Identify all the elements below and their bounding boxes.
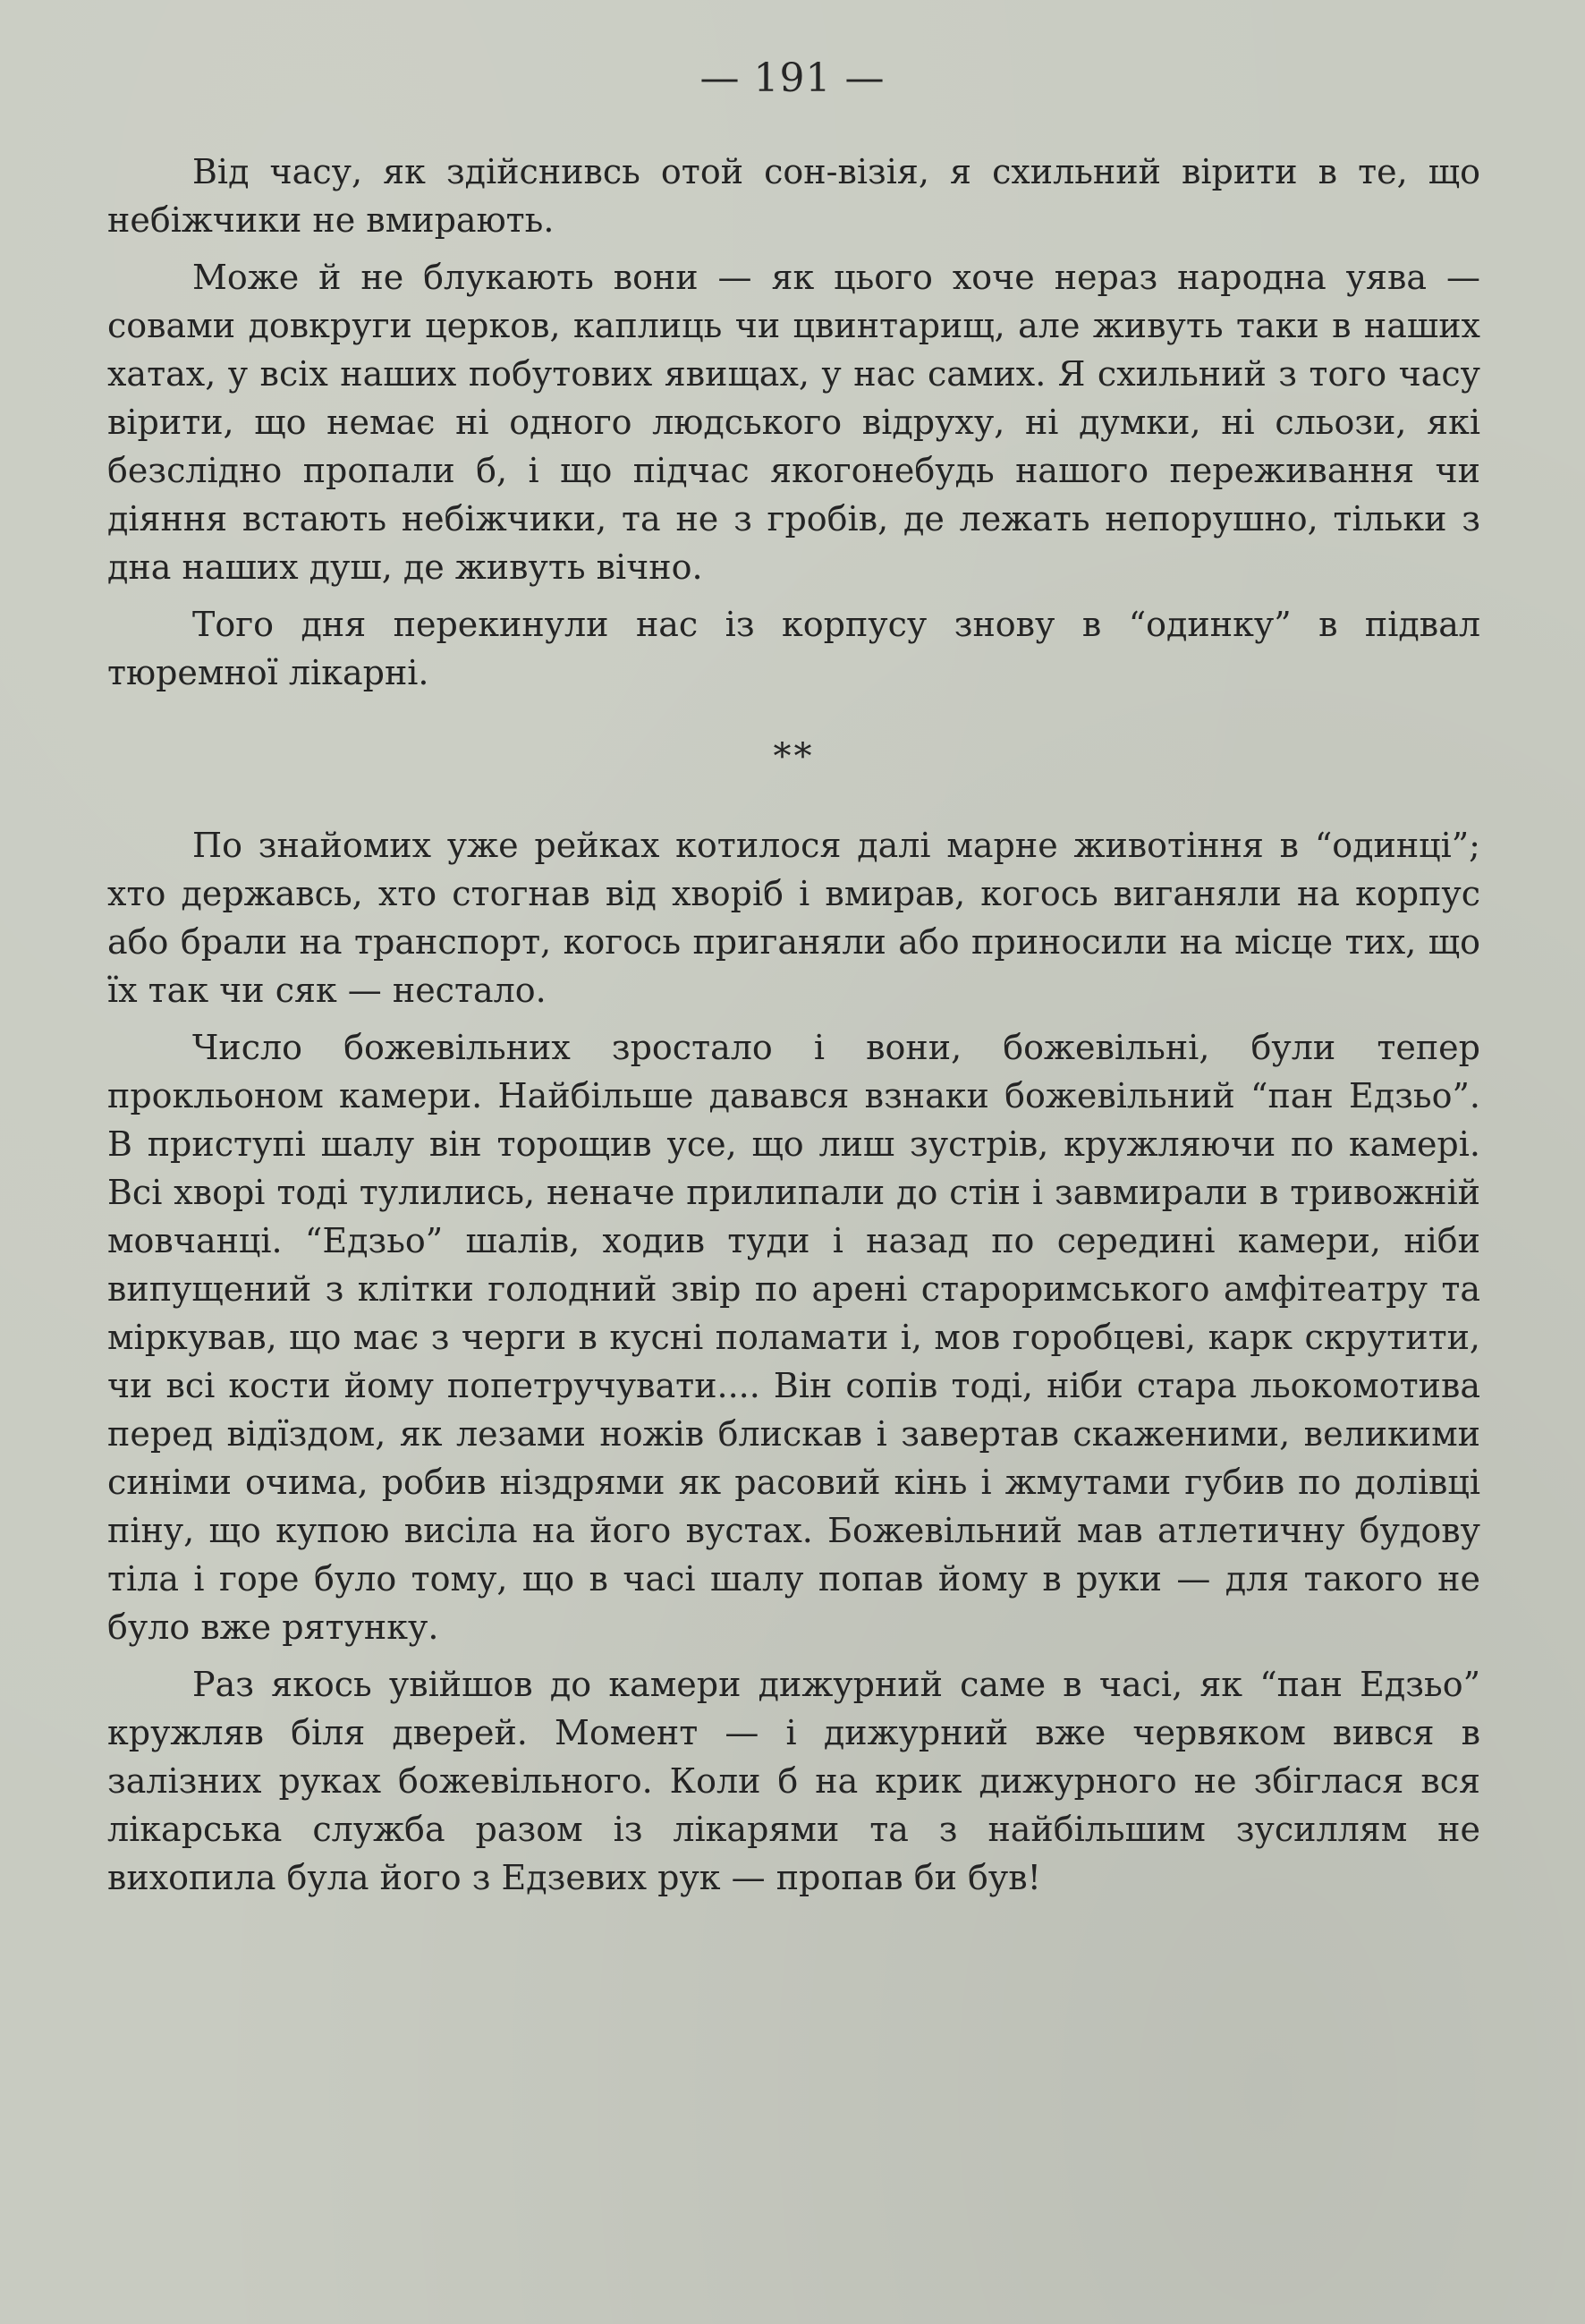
paragraph-3: Того дня перекинули нас із корпусу знову в “одинку” в підвал тюремної лікарні. [107,605,1480,692]
page-number: — 191 — [699,55,886,101]
paragraph-1: Від часу, як здійснивсь отой сон-візія, я схильний вірити в те, що небіжчики не вмирають. [107,152,1480,240]
paragraph-6: Раз якось увійшов до камери дижурний саме в часі, як “пан Едзьо” кружляв біля дверей. Момент — і дижурний вже червяком вився в залізних руках божевільного. Коли б на крик дижурного не збіглася вся лікарська служба разом із лікарями та з найбільшим зусиллям не вихопила була його з Едзевих рук — пропав би був! [107,1665,1480,1897]
paragraph-2: Може й не блукають вони — як цього хоче нераз народна уява — совами довкруги церков, каплиць чи цвинтарищ, але живуть таки в наших хатах, у всіх наших побутових явищах, у нас самих. Я схильний з того часу вірити, що немає ні одного людського відруху, ні думки, ні сльози, які безслідно пропали б, і що підчас якогонебудь нашого переживання чи діяння встають небіжчики, та не з гробів, де лежать непорушно, тільки з дна наших душ, де живуть вічно. [107,258,1480,587]
page-body [107,148,1480,1911]
paragraph-4: По знайомих уже рейках котилося далі марне животіння в “одинці”; хто державсь, хто стогнав від хворіб і вмирав, когось виганяли на корпус або брали на транспорт, когось приганяли або приносили на місце тих, що їх так чи сяк — нестало. [107,826,1480,1010]
section-separator: ** [773,736,815,777]
paragraph-5: Число божевільних зростало і вони, божевільні, були тепер прокльоном камери. Найбільше давався взнаки божевільний “пан Едзьо”. В приступі шалу він торощив усе, що лиш зустрів, кружляючи по камері. Всі хворі тоді тулились, неначе прилипали до стін і завмирали в тривожній мовчанці. “Едзьо” шалів, ходив туди і назад по середині камери, ніби випущений з клітки голодний звір по арені староримського амфітеатру та міркував, що має з черги в кусні поламати і, мов горобцеві, карк скрутити, чи всі кости йому попетручувати.... Він сопів тоді, ніби стара льокомотива перед відїздом, як лезами ножів блискав і завертав скаженими, великими синіми очима, робив ніздрями як расовий кінь і жмутами губив по долівці піну, що купою висіла на його вустах. Божевільний мав атлетичну будову тіла і горе було тому, що в часі шалу попав йому в руки — для такого не було вже рятунку. [107,1028,1480,1647]
